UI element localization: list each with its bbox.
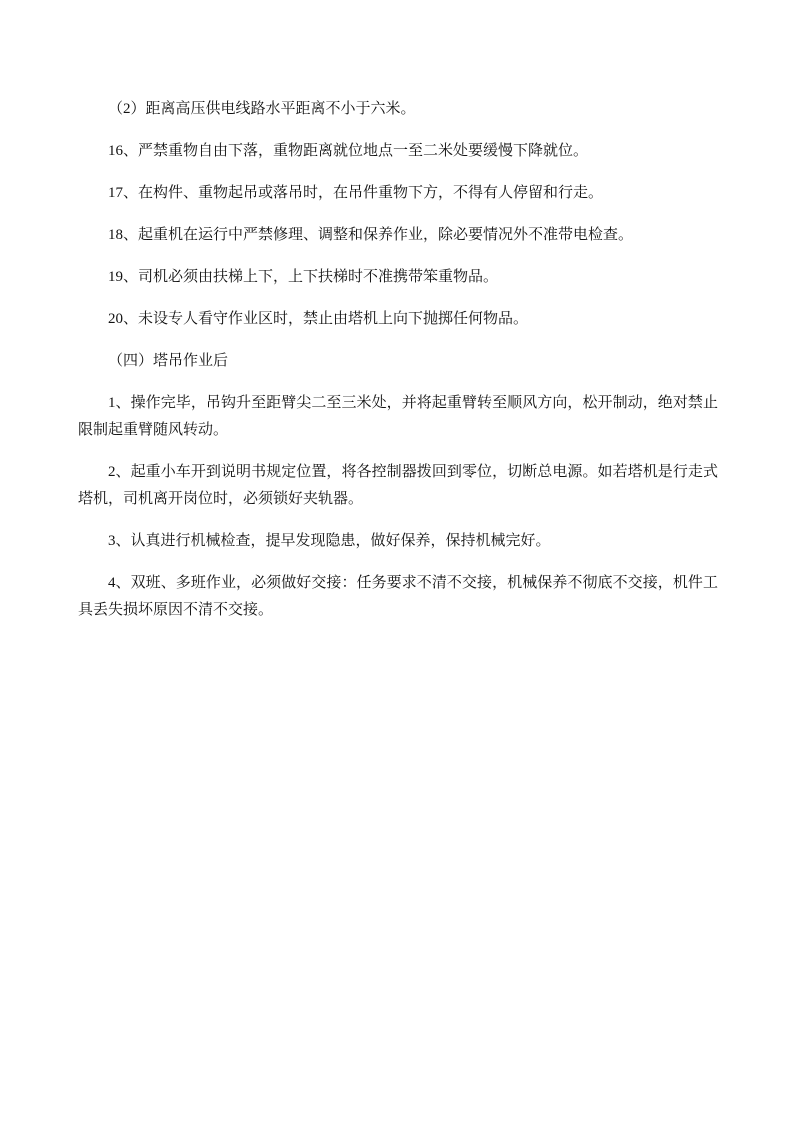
paragraph-item-18: 18、起重机在运行中严禁修理、调整和保养作业，除必要情况外不准带电检查。 (108, 227, 634, 243)
paragraph-item-16: 16、严禁重物自由下落，重物距离就位地点一至二米处要缓慢下降就位。 (108, 143, 589, 159)
paragraph-after-item-1: 1、操作完毕，吊钩升至距臂尖二至三米处，并将起重臂转至顺风方向，松开制动，绝对禁止限制起重臂随风转动。 (78, 395, 718, 438)
paragraph-item-17: 17、在构件、重物起吊或落吊时，在吊件重物下方，不得有人停留和行走。 (108, 185, 604, 201)
section-heading-after-operation: （四）塔吊作业后 (108, 353, 229, 369)
paragraph-after-item-4: 4、双班、多班作业，必须做好交接：任务要求不清不交接，机械保养不彻底不交接，机件工具丢失损坏原因不清不交接。 (78, 575, 718, 618)
paragraph-item-19: 19、司机必须由扶梯上下，上下扶梯时不准携带笨重物品。 (108, 269, 499, 285)
paragraph-after-item-2: 2、起重小车开到说明书规定位置，将各控制器拨回到零位，切断总电源。如若塔机是行走式塔机，司机离开岗位时，必须锁好夹轨器。 (78, 464, 718, 507)
paragraph-high-voltage-distance: （2）距离高压供电线路水平距离不小于六米。 (108, 101, 416, 117)
paragraph-item-20: 20、未设专人看守作业区时，禁止由塔机上向下抛掷任何物品。 (108, 311, 529, 327)
paragraph-after-item-3: 3、认真进行机械检查，提早发现隐患，做好保养，保持机械完好。 (108, 533, 551, 549)
document-page (78, 96, 718, 639)
